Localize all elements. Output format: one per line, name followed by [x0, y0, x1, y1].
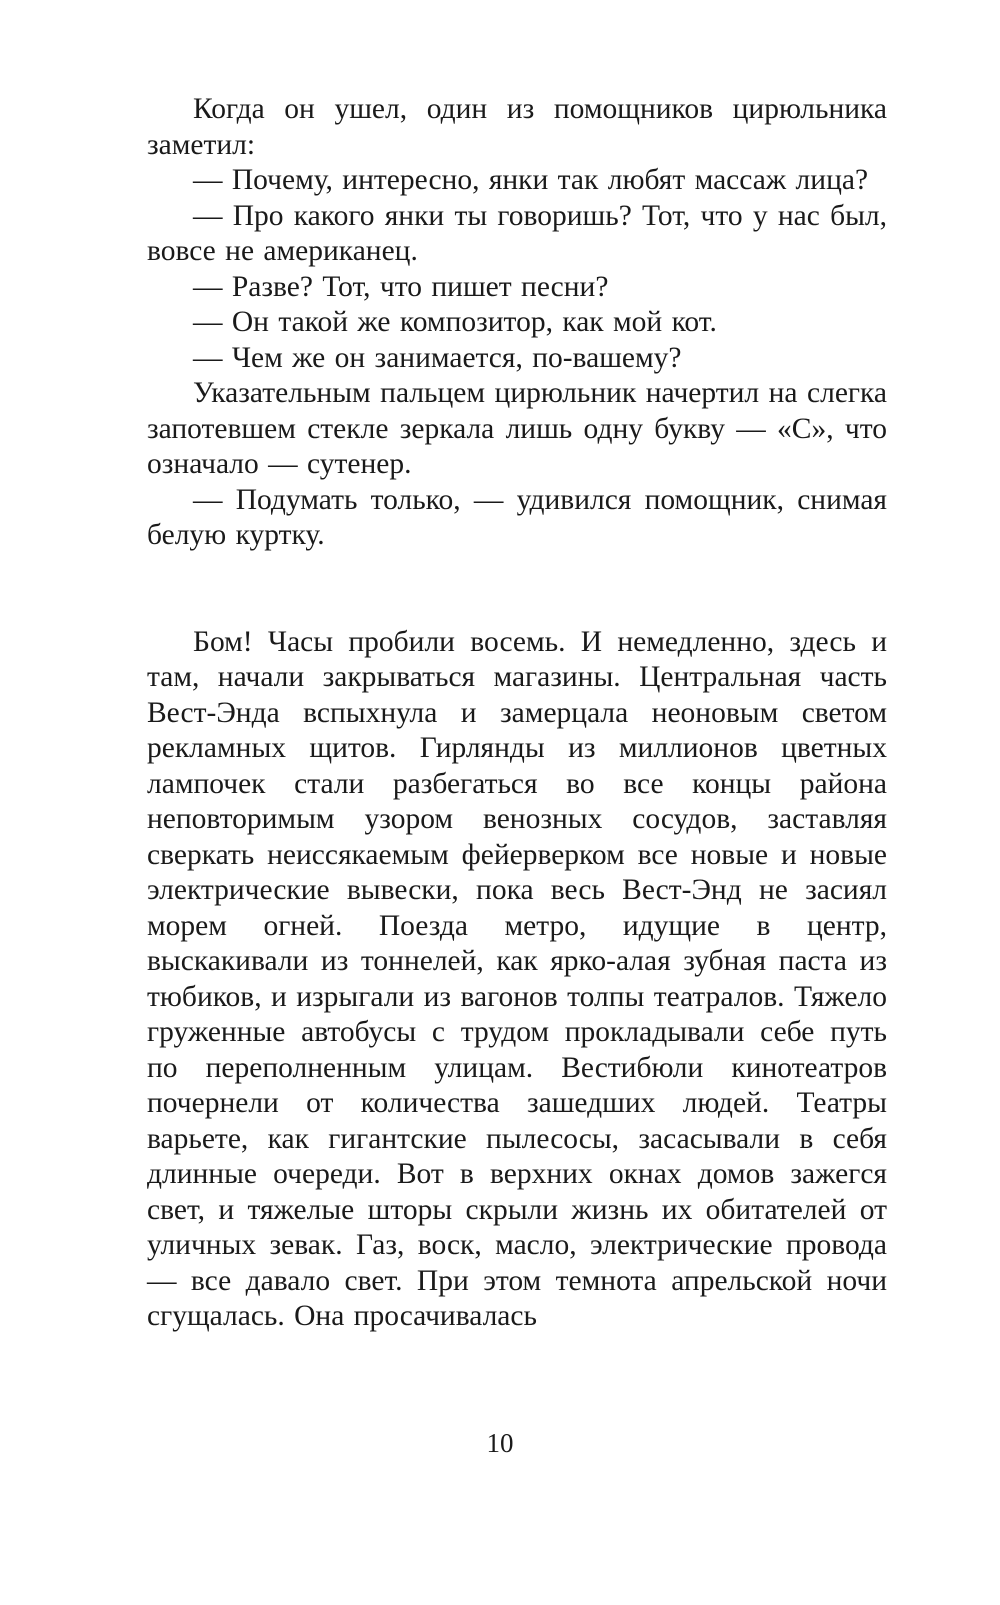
- paragraph: — Чем же он занимается, по-вашему?: [193, 341, 682, 374]
- paragraph: — Почему, интересно, янки так любят массаж лица?: [193, 164, 869, 196]
- paragraph: — Подумать только, — удивился помощник, снимая белую куртку.: [147, 483, 887, 551]
- section-dialogue: [147, 92, 887, 554]
- paragraph: Когда он ушел, один из помощников цирюльника заметил:: [147, 93, 887, 161]
- page-number: 10: [486, 1428, 514, 1458]
- paragraph: — Разве? Тот, что пишет песни?: [193, 270, 609, 303]
- paragraph: — Он такой же композитор, как мой кот.: [193, 306, 717, 338]
- paragraph: Указательным пальцем цирюльник начертил на слегка запотевшем стекле зеркала лишь одну букву — «С», что означало — сутенер.: [147, 377, 887, 480]
- paragraph: Бом! Часы пробили восемь. И немедленно, здесь и там, начали закрываться магазины. Центральная часть Вест-Энда вспыхнула и замерцала неоновым светом рекламных щитов. Гирлянды из миллионов цветных лампочек стали разбегаться во все концы района неповторимым узором венозных сосудов, заставляя сверкать неиссякаемым фейерверком все новые и новые электрические вывески, пока весь Вест-Энд не засиял морем огней. Поезда метро, идущие в центр, выскакивали из тоннелей, как ярко-алая зубная паста из тюбиков, и изрыгали из вагонов толпы театралов. Тяжело груженные автобусы с трудом прокладывали себе путь по переполненным улицам. Вестибюли кинотеатров почернели от количества зашедших людей. Театры варьете, как гигантские пылесосы, засасывали в себя длинные очереди. Вот в верхних окнах домов зажегся свет, и тяжелые шторы скрыли жизнь их обитателей от уличных зевак. Газ, воск, масло, электрические провода — все давало свет. При этом темнота апрельской ночи сгущалась. Она просачивалась: [147, 625, 887, 1332]
- paragraph: — Про какого янки ты говоришь? Тот, что у нас был, вовсе не американец.: [147, 199, 887, 267]
- section-narrative: [147, 625, 887, 1335]
- page-body: [147, 92, 887, 1335]
- section-break: [147, 554, 887, 625]
